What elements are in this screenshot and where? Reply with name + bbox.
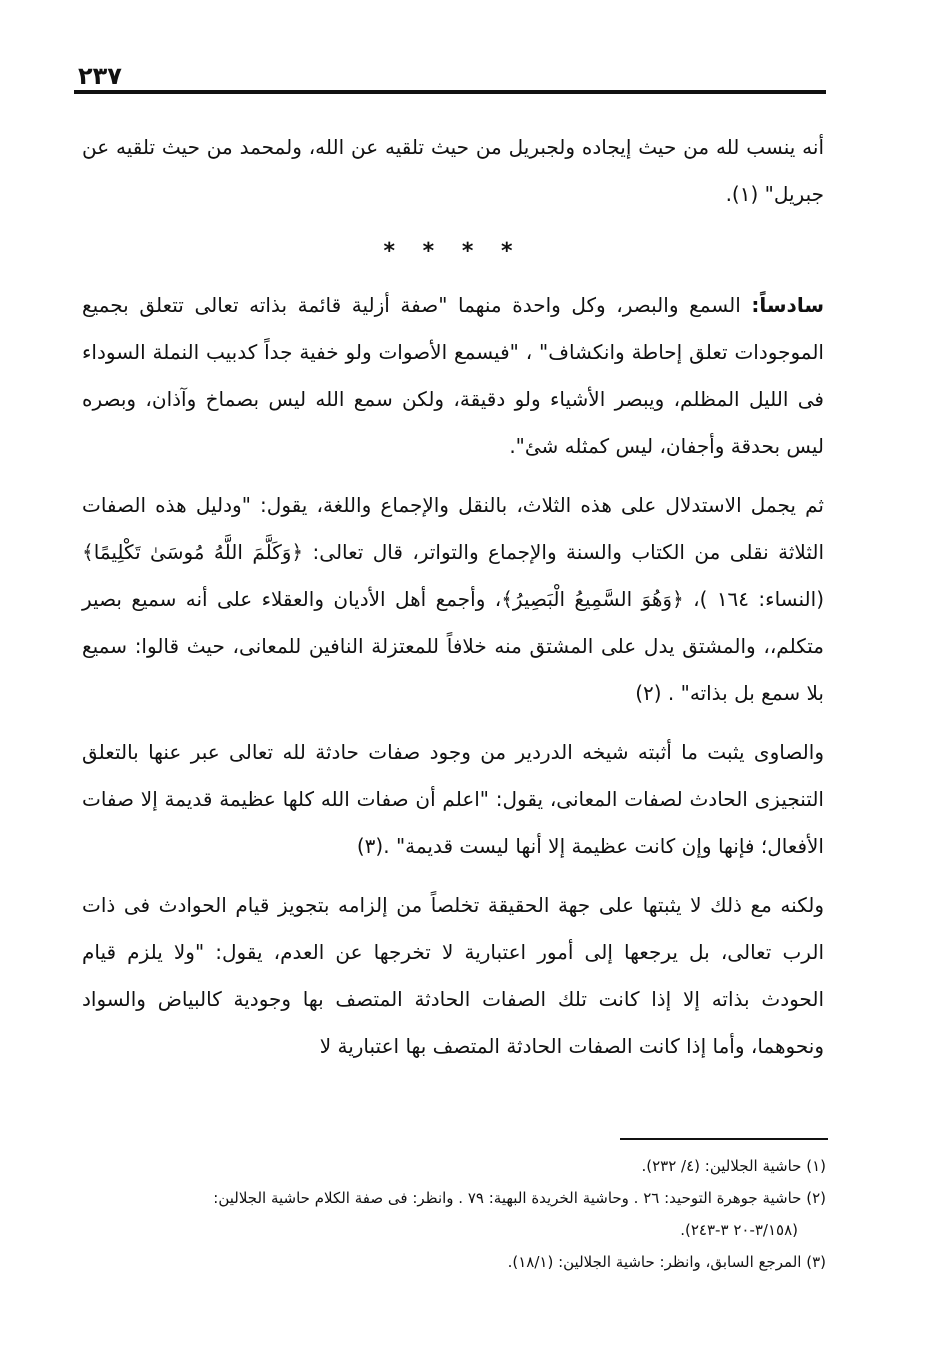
footnote-2-line-2: (٣/١٥٨-٢٠ ٣-٢٤٣). (680, 1221, 798, 1239)
header-rule (74, 90, 826, 94)
paragraph-2-lead: سادساً: (751, 293, 824, 317)
page-number: ٢٣٧ (78, 62, 122, 90)
section-separator: * * * * (383, 239, 523, 264)
main-text (82, 124, 824, 1070)
paragraph-5: ولكنه مع ذلك لا يثبتها على جهة الحقيقة تخلصاً من إلزامه بتجويز قيام الحوادث فى ذات الرب تعالى، بل يرجعها إلى أمور اعتبارية لا تخرجها عن العدم، يقول: "ولا يلزم قيام الحودث بذاته إلا إذا كانت تلك الصفات الحادثة المتصف بها وجودية كالبياض والسواد ونحوهما، وأما إذا كانت الصفات الحادثة المتصف بها اعتبارية لا (82, 893, 824, 1058)
footnote-1: (١) حاشية الجلالين: (٤/ ٢٣٢). (641, 1157, 826, 1175)
paragraph-4: والصاوى يثبت ما أثبته شيخه الدردير من وجود صفات حادثة لله تعالى عبر عنها بالتعلق التنجيزى الحادث لصفات المعانى، يقول: "اعلم أن صفات الله كلها عظيمة قديمة إلا صفات الأفعال؛ فإنها وإن كانت عظيمة إلا أنها ليست قديمة" .(٣) (82, 740, 824, 858)
footnote-3: (٣) المرجع السابق، وانظر: حاشية الجلالين: (١٨/١). (507, 1253, 826, 1271)
paragraph-3: ثم يجمل الاستدلال على هذه الثلاث، بالنقل والإجماع واللغة، يقول: "ودليل هذه الصفات الثلاثة نقلى من الكتاب والسنة والإجماع والتواتر، قال تعالى: ﴿وَكَلَّمَ اللَّهُ مُوسَىٰ تَكْلِيمًا﴾ (النساء: ١٦٤ )، ﴿وَهُوَ السَّمِيعُ الْبَصِيرُ﴾، وأجمع أهل الأديان والعقلاء على أنه سميع بصير متكلم،، والمشتق يدل على المشتق منه خلافاً للمعتزلة النافين للمعانى، حيث قالوا: سميع بلا سمع بل بذاته" . (٢) (82, 493, 824, 705)
footnote-2-line-1: (٢) حاشية جوهرة التوحيد: ٢٦ . وحاشية الخريدة البهية: ٧٩ . وانظر: فى صفة الكلام حاشية الجلالين: (213, 1189, 826, 1207)
footnotes (70, 1150, 826, 1278)
footnote-rule (620, 1138, 828, 1140)
paragraph-2 (82, 282, 824, 470)
paragraph-2-text: السمع والبصر، وكل واحدة منهما "صفة أزلية قائمة بذاته تعالى تتعلق بجميع الموجودات تعلق إحاطة وانكشاف" ، "فيسمع الأصوات ولو خفية جداً كدبيب النملة السوداء فى الليل المظلم، ويبصر الأشياء ولو دقيقة، ولكن سمع الله ليس بصماخ وآذان، وبصره ليس بحدقة وأجفان، ليس كمثله شئ". (82, 293, 824, 458)
paragraph-1: أنه ينسب لله من حيث إيجاده ولجبريل من حيث تلقيه عن الله، ولمحمد من حيث تلقيه عن جبريل" (١). (82, 135, 824, 206)
